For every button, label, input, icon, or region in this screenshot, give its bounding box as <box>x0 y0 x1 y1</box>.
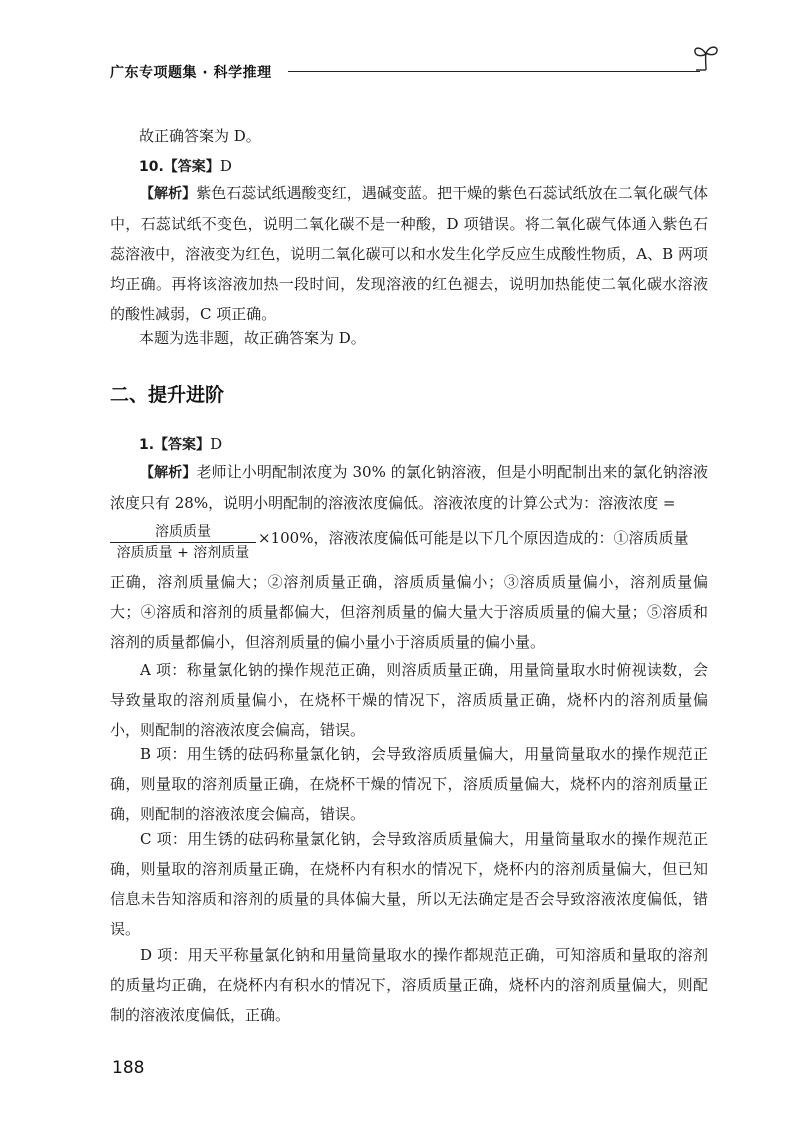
q1-answer-label: 1.【答案】 <box>139 437 211 453</box>
section-heading: 二、提升进阶 <box>110 384 225 406</box>
q1-option-c: C 项：用生锈的砝码称量氯化钠，会导致溶质质量偏大，用量筒量取水的操作规范正确，则量取的溶剂质量正确，在烧杯内有积水的情况下，烧杯内的溶剂质量偏大，但已知信息未告知溶质和溶剂的质量的具体偏大量，所以无法确定是否会导致溶液浓度偏低，错误。 <box>110 830 708 938</box>
running-header <box>110 62 710 82</box>
q1-option-b: B 项：用生锈的砝码称量氯化钠，会导致溶质质量偏大，用量筒量取水的操作规范正确，则量取的溶剂质量正确，在烧杯干燥的情况下，溶质质量偏大，烧杯内的溶剂质量正确，则配制的溶液浓度会偏高，错误。 <box>110 745 708 823</box>
page-number: 188 <box>112 1058 145 1078</box>
q1-analysis <box>110 457 708 518</box>
q1-answer <box>139 429 222 460</box>
q10-analysis-text: 紫色石蕊试纸遇酸变红，遇碱变蓝。把干燥的紫色石蕊试纸放在二氧化碳气体中，石蕊试纸不变色，说明二氧化碳不是一种酸，D 项错误。将二氧化碳气体通入紫色石蕊溶液中，溶液变为红色，说明二氧化碳可以和水发生化学反应生成酸性物质，A、B 两项均正确。再将该溶液加热一段时间，发现溶液的红色褪去，说明加热能使二氧化碳水溶液的酸性减弱，C 项正确。 <box>110 184 708 323</box>
q1-reasons: 正确，溶剂质量偏大；②溶剂质量正确，溶质质量偏小；③溶质质量偏小，溶剂质量偏大；④溶质和溶剂的质量都偏大，但溶剂质量的偏大量大于溶质质量的偏大量；⑤溶质和溶剂的质量都偏小，但溶剂质量的偏小量小于溶质质量的偏小量。 <box>110 573 708 651</box>
formula-numerator: 溶质质量 <box>155 524 211 540</box>
sprout-icon <box>692 42 720 72</box>
formula-multiplier-text: ×100%，溶液浓度偏低可能是以下几个原因造成的：①溶质质量 <box>258 529 689 547</box>
formula-fraction <box>110 519 256 565</box>
q10-answer-label: 10.【答案】 <box>139 159 220 175</box>
q1-option-d: D 项：用天平称量氯化钠和用量筒量取水的操作都规范正确，可知溶质和量取的溶剂的质量均正确，在烧杯内有积水的情况下，溶质质量正确，烧杯内的溶剂质量偏大，则配制的溶液浓度偏低，正确。 <box>110 946 708 1024</box>
q1-answer-value: D <box>210 435 223 453</box>
q10-analysis-label: 【解析】 <box>140 186 197 202</box>
q1-option-a: A 项：称量氯化钠的操作规范正确，则溶质质量正确，用量筒量取水时俯视读数，会导致量取的溶剂质量偏小，在烧杯干燥的情况下，溶质质量正确，烧杯内的溶剂质量偏小，则配制的溶液浓度会偏高，错误。 <box>110 661 708 739</box>
header-rule <box>288 71 700 72</box>
q1-analysis-text: 老师让小明配制浓度为 30% 的氯化钠溶液，但是小明配制出来的氯化钠溶液浓度只有 28%，说明小明配制的溶液浓度偏低。溶液浓度的计算公式为：溶液浓度 = <box>110 463 709 512</box>
q10-answer-value: D <box>219 157 232 175</box>
q10-conclusion: 本题为选非题，故正确答案为 D。 <box>139 329 366 347</box>
q1-analysis-label: 【解析】 <box>140 465 197 481</box>
header-title: 广东专项题集 · 科学推理 <box>110 65 272 81</box>
intro-answer-line: 故正确答案为 D。 <box>139 127 261 145</box>
q10-analysis <box>110 178 708 329</box>
concentration-formula <box>110 519 710 565</box>
formula-denominator: 溶质质量 + 溶剂质量 <box>116 545 250 561</box>
